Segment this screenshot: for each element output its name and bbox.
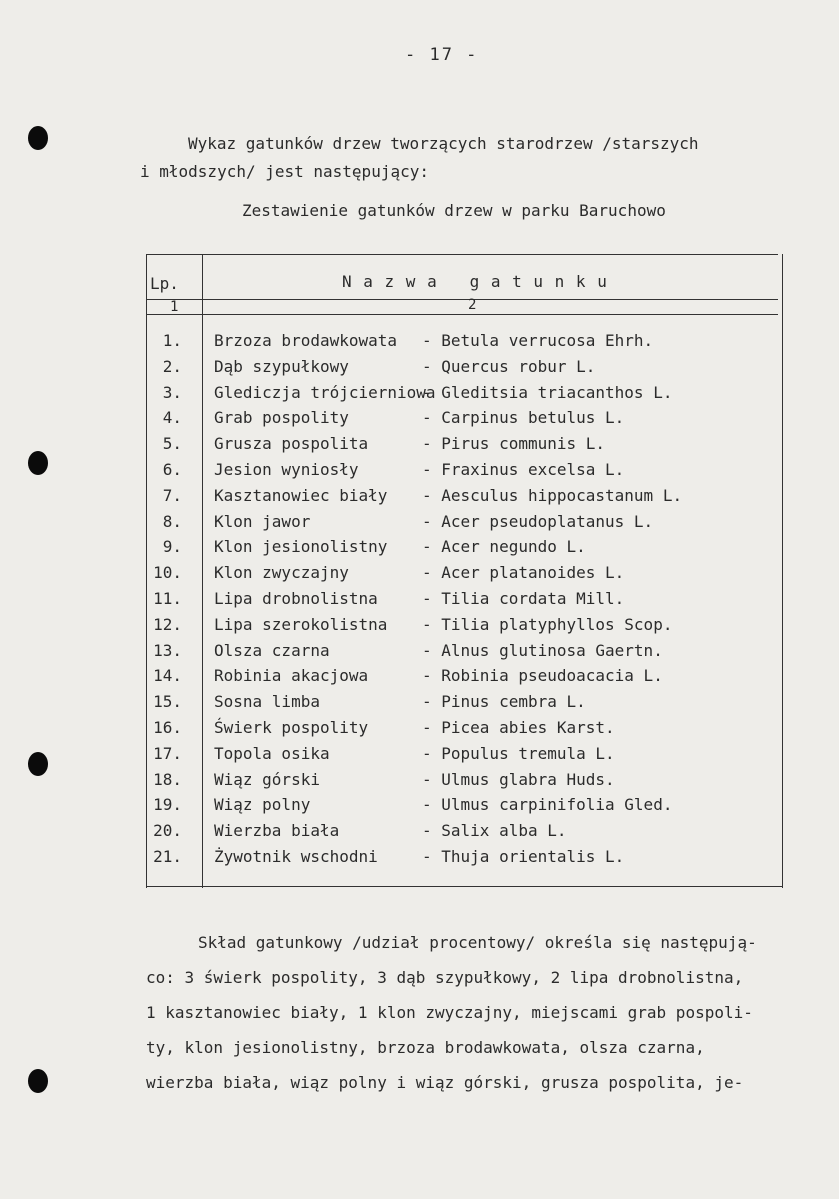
polish-name: Grusza pospolita	[214, 434, 369, 454]
paragraph-line: Skład gatunkowy /udział procentowy/ określa się następują-	[198, 933, 757, 952]
composition-paragraph	[146, 925, 806, 1100]
latin-name: - Salix alba L.	[422, 821, 567, 841]
table-row	[146, 486, 776, 512]
punch-hole	[28, 126, 48, 150]
polish-name: Glediczja trójcierniowa	[214, 382, 436, 402]
header-lp: Lp.	[150, 274, 179, 293]
polish-name: Sosna limba	[214, 692, 320, 712]
polish-name: Robinia akacjowa	[214, 666, 369, 686]
latin-name: - Pinus cembra L.	[422, 692, 586, 712]
polish-name: Grab pospolity	[214, 408, 349, 428]
latin-name: - Tilia cordata Mill.	[422, 589, 625, 608]
row-number: 1.	[162, 331, 182, 350]
polish-name: Wierzba biała	[214, 821, 340, 841]
row-number: 13.	[153, 640, 182, 660]
intro-line-2: i młodszych/ jest następujący:	[140, 162, 429, 181]
table-rule-header	[146, 299, 778, 300]
table-row	[146, 795, 776, 821]
paragraph-line: co: 3 świerk pospolity, 3 dąb szypułkowy, 2 lipa drobnolistna,	[146, 968, 744, 987]
latin-name: - Acer platanoides L.	[422, 563, 625, 583]
table-row	[146, 641, 776, 667]
latin-name: - Carpinus betulus L.	[422, 408, 625, 428]
row-number: 10.	[153, 563, 182, 583]
row-number: 11.	[153, 589, 182, 608]
latin-name: - Gleditsia triacanthos L.	[422, 382, 673, 402]
polish-name: Lipa drobnolistna	[214, 589, 378, 608]
table-caption: Zestawienie gatunków drzew w parku Baruchowo	[242, 201, 666, 220]
table-row	[146, 615, 776, 641]
polish-name: Lipa szerokolistna	[214, 614, 388, 634]
row-number: 6.	[162, 460, 182, 479]
latin-name: - Quercus robur L.	[422, 356, 596, 376]
table-rule-colnum	[146, 314, 778, 315]
polish-name: Jesion wyniosły	[214, 460, 359, 479]
column-number-2: 2	[468, 297, 477, 313]
row-number: 21.	[153, 847, 182, 866]
latin-name: - Acer pseudoplatanus L.	[422, 511, 654, 531]
row-number: 14.	[153, 666, 182, 686]
latin-name: - Thuja orientalis L.	[422, 847, 625, 866]
table-row	[146, 383, 776, 409]
paragraph-line: ty, klon jesionolistny, brzoza brodawkowata, olsza czarna,	[146, 1038, 705, 1057]
row-number: 5.	[162, 434, 182, 454]
polish-name: Kasztanowiec biały	[214, 485, 388, 505]
polish-name: Brzoza brodawkowata	[214, 331, 398, 350]
paragraph-line: wierzba biała, wiąz polny i wiąz górski, grusza pospolita, je-	[146, 1073, 744, 1092]
latin-name: - Aesculus hippocastanum L.	[422, 485, 683, 505]
table-row	[146, 589, 776, 615]
latin-name: - Acer negundo L.	[422, 537, 586, 557]
header-species-name: N a z w a g a t u n k u	[342, 272, 608, 291]
table-row	[146, 460, 776, 486]
polish-name: Wiąz górski	[214, 769, 320, 789]
row-number: 9.	[162, 537, 182, 557]
row-number: 7.	[162, 485, 182, 505]
column-number-1: 1	[170, 299, 179, 315]
latin-name: - Populus tremula L.	[422, 743, 615, 763]
table-row	[146, 434, 776, 460]
table-row	[146, 718, 776, 744]
latin-name: - Picea abies Karst.	[422, 718, 615, 737]
table-row	[146, 357, 776, 383]
row-number: 2.	[162, 356, 182, 376]
table-border-right	[782, 254, 783, 888]
row-number: 12.	[153, 614, 182, 634]
punch-hole	[28, 1069, 48, 1093]
table-row	[146, 847, 776, 873]
latin-name: - Ulmus carpinifolia Gled.	[422, 795, 673, 815]
polish-name: Klon jawor	[214, 511, 311, 531]
row-number: 15.	[153, 692, 182, 712]
row-number: 20.	[153, 821, 182, 841]
species-table	[146, 254, 783, 894]
polish-name: Żywotnik wschodni	[214, 847, 378, 866]
table-row	[146, 537, 776, 563]
table-row	[146, 563, 776, 589]
latin-name: - Fraxinus excelsa L.	[422, 460, 625, 479]
latin-name: - Alnus glutinosa Gaertn.	[422, 640, 663, 660]
row-number: 8.	[162, 511, 182, 531]
polish-name: Klon jesionolistny	[214, 537, 388, 557]
table-rule-bottom	[146, 886, 783, 887]
table-row	[146, 408, 776, 434]
row-number: 19.	[153, 795, 182, 815]
punch-hole	[28, 451, 48, 475]
table-row	[146, 821, 776, 847]
polish-name: Świerk pospolity	[214, 718, 369, 737]
polish-name: Topola osika	[214, 743, 330, 763]
polish-name: Wiąz polny	[214, 795, 311, 815]
paragraph-line: 1 kasztanowiec biały, 1 klon zwyczajny, miejscami grab pospoli-	[146, 1003, 753, 1022]
latin-name: - Pirus communis L.	[422, 434, 606, 454]
latin-name: - Tilia platyphyllos Scop.	[422, 614, 673, 634]
latin-name: - Robinia pseudoacacia L.	[422, 666, 663, 686]
row-number: 18.	[153, 769, 182, 789]
table-row	[146, 512, 776, 538]
latin-name: - Ulmus glabra Huds.	[422, 769, 615, 789]
table-row	[146, 692, 776, 718]
polish-name: Olsza czarna	[214, 640, 330, 660]
table-row	[146, 331, 776, 357]
latin-name: - Betula verrucosa Ehrh.	[422, 331, 654, 350]
row-number: 16.	[153, 718, 182, 737]
table-rule-top	[146, 254, 778, 255]
punch-hole	[28, 752, 48, 776]
page-number: - 17 -	[405, 45, 479, 65]
row-number: 17.	[153, 743, 182, 763]
intro-line-1: Wykaz gatunków drzew tworzących starodrzew /starszych	[188, 134, 699, 153]
table-row	[146, 744, 776, 770]
row-number: 4.	[162, 408, 182, 428]
table-row	[146, 770, 776, 796]
table-row	[146, 666, 776, 692]
row-number: 3.	[162, 382, 182, 402]
polish-name: Dąb szypułkowy	[214, 356, 349, 376]
intro-text	[140, 130, 760, 186]
polish-name: Klon zwyczajny	[214, 563, 349, 583]
